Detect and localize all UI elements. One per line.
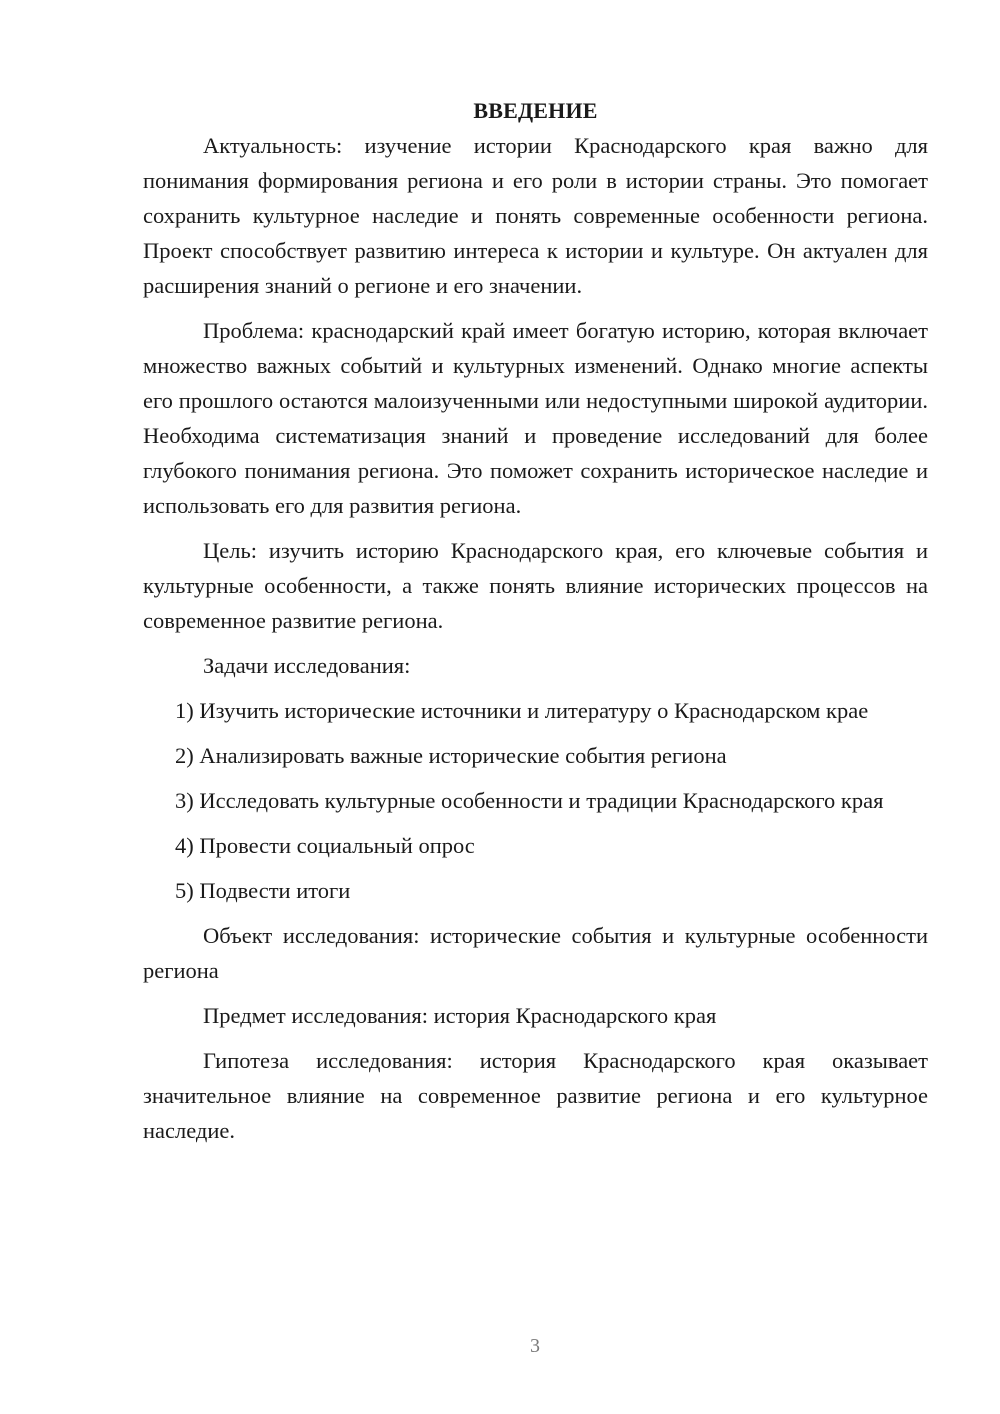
list-item: 4) Провести социальный опрос — [175, 833, 475, 858]
list-item: 1) Изучить исторические источники и литературу о Краснодарском крае — [175, 698, 869, 723]
page-title: ВВЕДЕНИЕ — [473, 98, 598, 123]
list-item: 5) Подвести итоги — [175, 878, 351, 903]
tasks-list — [143, 693, 928, 908]
paragraph-relevance: Актуальность: изучение истории Краснодарского края важно для понимания формирования региона и его роли в истории страны. Это помогает сохранить культурное наследие и понять современные особенности региона. Проект способствует развитию интереса к истории и культуре. Он актуален для расширения знаний о регионе и его значении. — [143, 133, 928, 298]
paragraph-object: Объект исследования: исторические события и культурные особенности региона — [143, 923, 928, 983]
paragraph-subject: Предмет исследования: история Краснодарского края — [203, 1003, 717, 1028]
list-item: 2) Анализировать важные исторические события региона — [175, 743, 727, 768]
list-item: 3) Исследовать культурные особенности и традиции Краснодарского края — [175, 788, 884, 813]
paragraph-hypothesis: Гипотеза исследования: история Краснодарского края оказывает значительное влияние на современное развитие региона и его культурное наследие. — [143, 1048, 928, 1143]
paragraph-goal: Цель: изучить историю Краснодарского края, его ключевые события и культурные особенности, а также понять влияние исторических процессов на современное развитие региона. — [143, 538, 928, 633]
document-page — [143, 93, 928, 1148]
page-number: 3 — [530, 1335, 540, 1357]
paragraph-problem: Проблема: краснодарский край имеет богатую историю, которая включает множество важных событий и культурных изменений. Однако многие аспекты его прошлого остаются малоизученными или недоступными широкой аудитории. Необходима систематизация знаний и проведение исследований для более глубокого понимания региона. Это поможет сохранить историческое наследие и использовать его для развития региона. — [143, 318, 928, 518]
tasks-heading: Задачи исследования: — [203, 653, 411, 678]
